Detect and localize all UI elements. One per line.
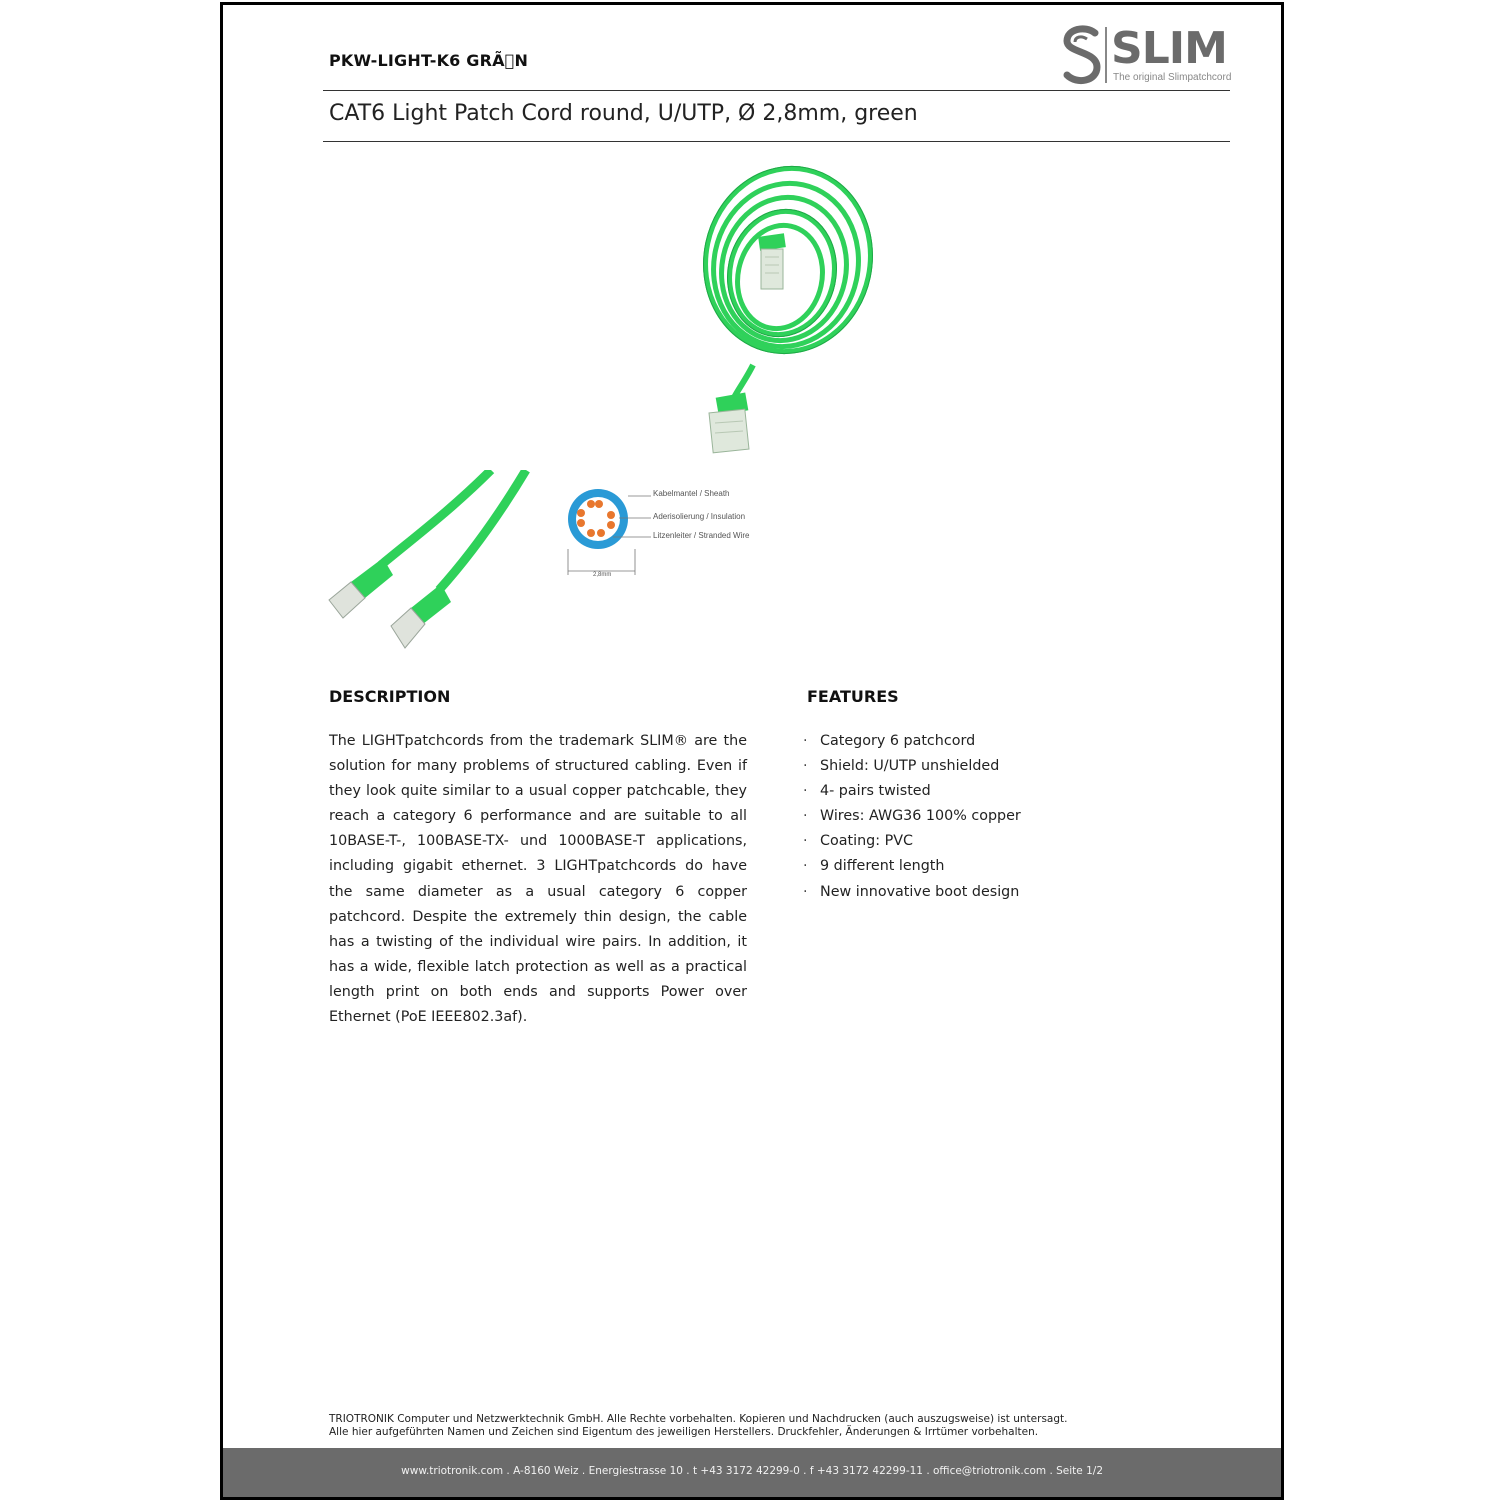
insulation-label: Aderisolierung / Insulation [653, 512, 746, 521]
feature-item: · 9 different length [803, 854, 1021, 879]
bullet-point: · [803, 733, 808, 749]
description-heading: DESCRIPTION [329, 687, 451, 706]
cable-ends-image [321, 470, 541, 655]
bullet-point: · [803, 858, 808, 875]
stranded-wire-label: Litzenleiter / Stranded Wire [653, 531, 750, 540]
footer-contact-text: www.triotronik.com . A-8160 Weiz . Energiestrasse 10 . t +43 3172 42299-0 . f +43 3172 42299-11 . office@triotronik.com . Seite 1/2 [401, 1465, 1103, 1477]
bullet-point: · [803, 758, 808, 775]
legal-line-2: Alle hier aufgeführten Namen und Zeichen sind Eigentum des jeweiligen Herstellers. Druckfehler, Änderungen & Irrtümer vorbehalten. [329, 1426, 1039, 1438]
legal-line-1: TRIOTRONIK Computer und Netzwerktechnik GmbH. Alle Rechte vorbehalten. Kopieren und Nachdrucken (auch auszugsweise) ist untersagt. [329, 1413, 1068, 1425]
coiled-cable-image [683, 165, 883, 455]
feature-item: · Shield: U/UTP unshielded [803, 754, 1021, 779]
feature-item: · New innovative boot design [803, 880, 1021, 905]
sheath-label: Kabelmantel / Sheath [653, 489, 730, 498]
logo-brand: SLIM [1111, 23, 1227, 74]
feature-item: · 4- pairs twisted [803, 779, 1021, 804]
feature-item: · Category 6 patchcord [803, 729, 1021, 754]
features-heading: FEATURES [807, 687, 899, 706]
description-text: The LIGHTpatchcords from the trademark SLIM® are the solution for many problems of structured cabling. Even if they look quite similar to a usual copper patchcable, they reach a category 6 performance and are suitable to all 10BASE-T-, 100BASE-TX- und 1000BASE-T applications, including gigabit ethernet. 3 LIGHTpatchcords do have the same diameter as a usual category 6 copper patchcord. Despite the extremely thin design, the cable has a twisting of the individual wire pairs. In addition, it has a wide, flexible latch protection as well as a practical length print on both ends and supports Power over Ethernet (PoE IEEE802.3af). [329, 733, 747, 1026]
feature-item: · Wires: AWG36 100% copper [803, 804, 1021, 829]
cable-cross-section [563, 483, 763, 583]
bullet-point: · [803, 783, 808, 800]
features-list [803, 729, 1021, 905]
logo-tagline: The original Slimpatchcord [1113, 72, 1232, 83]
slim-logo [1061, 21, 1233, 91]
product-subtitle: CAT6 Light Patch Cord round, U/UTP, Ø 2,8mm, green [329, 101, 918, 126]
bullet-point: · [803, 808, 808, 825]
feature-item: · Coating: PVC [803, 829, 1021, 854]
footer-bar [223, 1448, 1281, 1497]
legal-notice [329, 1413, 1067, 1439]
bullet-point: · [803, 883, 808, 900]
product-code-title: PKW-LIGHT-K6 GRÃ N [329, 51, 529, 70]
header-rule [323, 90, 1230, 91]
datasheet-page [220, 2, 1284, 1500]
bullet-point: · [803, 833, 808, 850]
logo-separator [1105, 27, 1107, 83]
slim-logo-icon [1061, 25, 1105, 87]
subtitle-rule [323, 141, 1230, 142]
diameter-label: 2,8mm [593, 572, 612, 578]
